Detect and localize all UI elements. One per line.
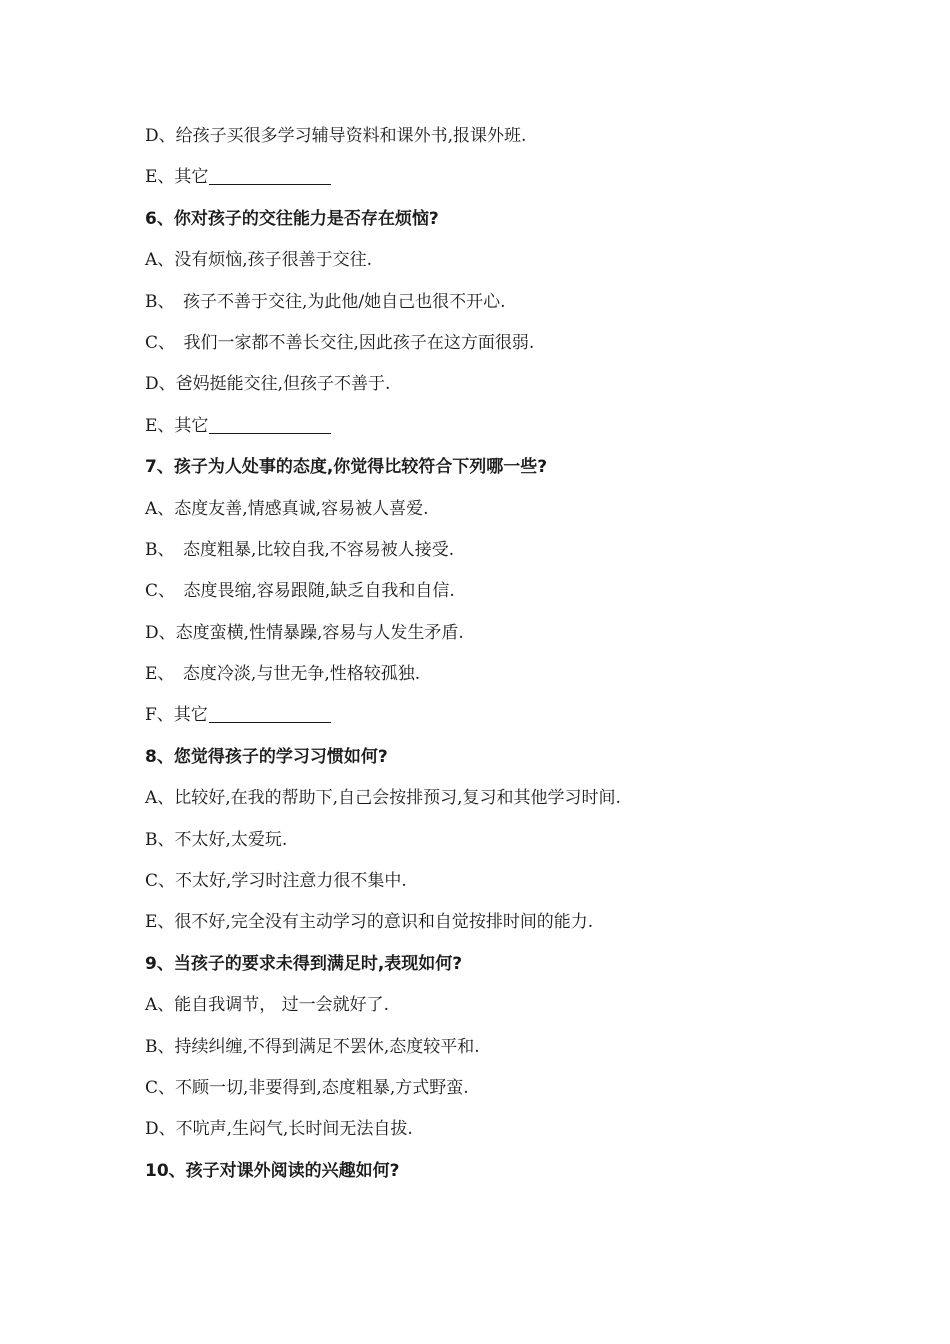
question-heading (145, 737, 845, 778)
answer-option (145, 282, 845, 323)
questionnaire-page (145, 116, 845, 1192)
question-heading (145, 447, 845, 488)
answer-option (145, 654, 845, 695)
answer-option (145, 861, 845, 902)
option-text: A、能自我调节， 过一会就好了. (145, 995, 390, 1016)
fill-in-blank-line (209, 416, 331, 434)
question-heading (145, 199, 845, 240)
option-text: F、其它 (145, 705, 208, 726)
option-text: A、态度友善,情感真诚,容易被人喜爱. (145, 498, 429, 519)
option-text: D、爸妈挺能交往,但孩子不善于. (145, 374, 391, 395)
option-text: C、不太好,学习时注意力很不集中. (145, 871, 407, 892)
option-text: E、很不好,完全没有主动学习的意识和自觉按排时间的能力. (145, 912, 594, 933)
answer-option (145, 116, 845, 157)
option-text: D、态度蛮横,性情暴躁,容易与人发生矛盾. (145, 622, 464, 643)
fill-in-blank-line (209, 705, 331, 723)
question-text: 9、当孩子的要求未得到满足时,表现如何? (145, 953, 463, 974)
option-text: C、 我们一家都不善长交往,因此孩子在这方面很弱. (145, 332, 535, 353)
option-text: B、 孩子不善于交往,为此他/她自己也很不开心. (145, 291, 506, 312)
answer-option (145, 530, 845, 571)
answer-option (145, 695, 845, 736)
option-text: A、没有烦恼,孩子很善于交往. (145, 250, 373, 271)
answer-option (145, 364, 845, 405)
option-text: B、持续纠缠,不得到满足不罢休,态度较平和. (145, 1036, 480, 1057)
question-text: 7、孩子为人处事的态度,你觉得比较符合下列哪一些? (145, 457, 548, 478)
question-text: 10、孩子对课外阅读的兴趣如何? (145, 1160, 400, 1181)
answer-option (145, 157, 845, 198)
question-text: 8、您觉得孩子的学习习惯如何? (145, 746, 388, 767)
answer-option (145, 778, 845, 819)
option-text: E、其它 (145, 415, 209, 436)
answer-option (145, 613, 845, 654)
answer-option (145, 985, 845, 1026)
answer-option (145, 323, 845, 364)
question-heading (145, 944, 845, 985)
option-text: C、 态度畏缩,容易跟随,缺乏自我和自信. (145, 581, 455, 602)
question-heading (145, 1151, 845, 1192)
answer-option (145, 406, 845, 447)
option-text: A、比较好,在我的帮助下,自己会按排预习,复习和其他学习时间. (145, 788, 621, 809)
answer-option (145, 1068, 845, 1109)
option-text: B、不太好,太爱玩. (145, 829, 288, 850)
fill-in-blank-line (209, 167, 331, 185)
option-text: B、 态度粗暴,比较自我,不容易被人接受. (145, 539, 455, 560)
option-text: D、给孩子买很多学习辅导资料和课外书,报课外班. (145, 126, 527, 146)
answer-option (145, 1109, 845, 1150)
answer-option (145, 1027, 845, 1068)
option-text: E、 态度冷淡,与世无争,性格较孤独. (145, 664, 421, 685)
question-text: 6、你对孩子的交往能力是否存在烦恼? (145, 208, 439, 229)
answer-option (145, 489, 845, 530)
option-text: D、不吭声,生闷气,长时间无法自拔. (145, 1119, 413, 1140)
answer-option (145, 240, 845, 281)
answer-option (145, 902, 845, 943)
answer-option (145, 571, 845, 612)
answer-option (145, 820, 845, 861)
option-text: C、不顾一切,非要得到,态度粗暴,方式野蛮. (145, 1077, 469, 1098)
option-text: E、其它 (145, 167, 209, 188)
